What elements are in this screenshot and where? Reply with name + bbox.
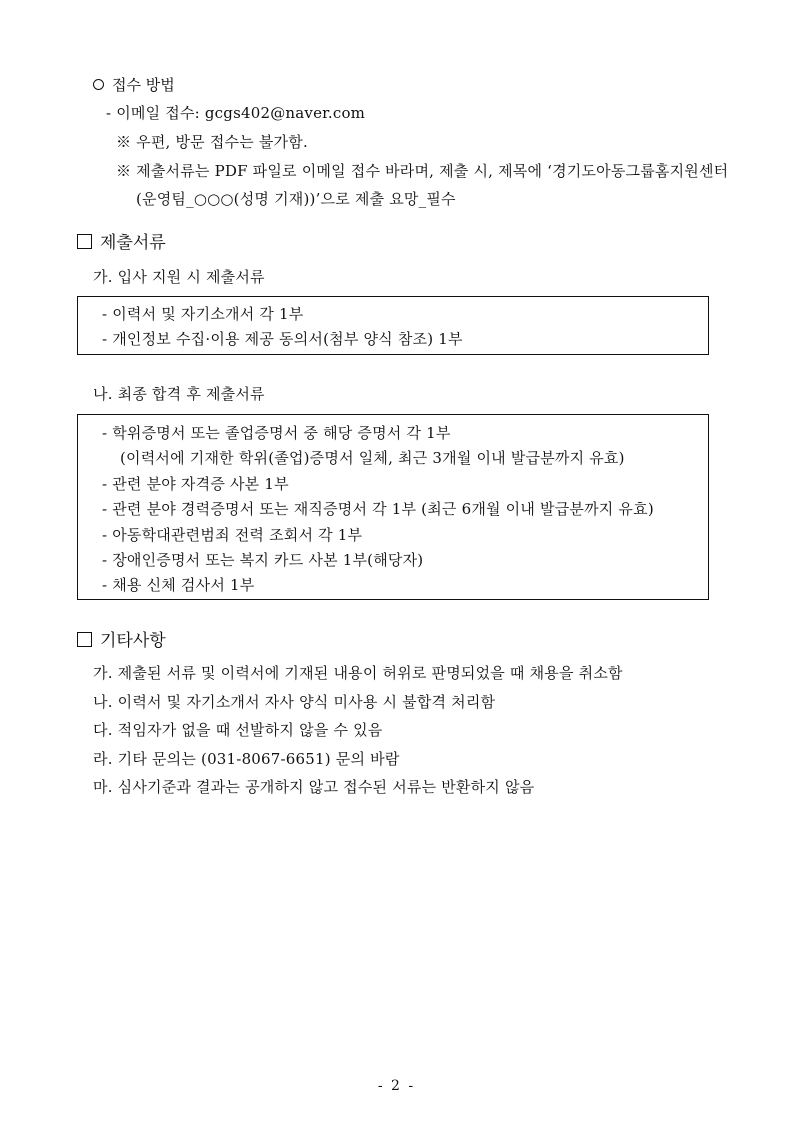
other-item: 라. 기타 문의는 (031-8067-6651) 문의 바람 bbox=[93, 750, 400, 768]
reception-heading bbox=[93, 76, 175, 94]
other-title: 기타사항 bbox=[100, 631, 166, 651]
documents-box-a bbox=[77, 296, 709, 355]
other-item: 나. 이력서 및 자기소개서 자사 양식 미사용 시 불합격 처리함 bbox=[93, 693, 496, 711]
other-item: 가. 제출된 서류 및 이력서에 기재된 내용이 허위로 판명되었을 때 채용을 취소함 bbox=[93, 664, 623, 682]
other-item: 다. 적임자가 없을 때 선발하지 않을 수 있음 bbox=[93, 721, 383, 739]
reception-note-2-line-2: (운영팀_○○○(성명 기재))’으로 제출 요망_필수 bbox=[136, 190, 456, 208]
box-b-item: - 장애인증명서 또는 복지 카드 사본 1부(해당자) bbox=[102, 551, 424, 569]
reception-note-1: ※ 우편, 방문 접수는 불가함. bbox=[116, 133, 308, 151]
box-b-item: - 관련 분야 경력증명서 또는 재직증명서 각 1부 (최근 6개월 이내 발급분까지 유효) bbox=[102, 500, 654, 518]
documents-title: 제출서류 bbox=[100, 233, 166, 253]
documents-box-b bbox=[77, 414, 709, 600]
documents-heading bbox=[77, 233, 166, 253]
reception-title: 접수 방법 bbox=[112, 76, 175, 94]
box-a-item: - 개인정보 수집·이용 제공 동의서(첨부 양식 참조) 1부 bbox=[102, 330, 463, 348]
box-b-item: - 관련 분야 자격증 사본 1부 bbox=[102, 475, 289, 493]
box-b-item: (이력서에 기재한 학위(졸업)증명서 일체, 최근 3개월 이내 발급분까지 유효) bbox=[120, 449, 625, 467]
documents-sub-a: 가. 입사 지원 시 제출서류 bbox=[93, 268, 265, 286]
documents-sub-b: 나. 최종 합격 후 제출서류 bbox=[93, 385, 265, 403]
checkbox-square-icon bbox=[77, 234, 92, 249]
reception-email: - 이메일 접수: gcgs402@naver.com bbox=[106, 104, 366, 122]
box-b-item: - 아동학대관련범죄 전력 조회서 각 1부 bbox=[102, 526, 363, 544]
box-b-item: - 학위증명서 또는 졸업증명서 중 해당 증명서 각 1부 bbox=[102, 424, 451, 442]
reception-note-2-line-1: ※ 제출서류는 PDF 파일로 이메일 접수 바라며, 제출 시, 제목에 ‘경기도아동그룹홈지원센터 bbox=[116, 162, 729, 180]
box-b-item: - 채용 신체 검사서 1부 bbox=[102, 576, 255, 594]
other-heading bbox=[77, 631, 166, 651]
circle-bullet-icon bbox=[93, 79, 104, 90]
box-a-item: - 이력서 및 자기소개서 각 1부 bbox=[102, 305, 304, 323]
page-number: - 2 - bbox=[377, 1078, 416, 1094]
other-item: 마. 심사기준과 결과는 공개하지 않고 접수된 서류는 반환하지 않음 bbox=[93, 778, 535, 796]
checkbox-square-icon bbox=[77, 632, 92, 647]
